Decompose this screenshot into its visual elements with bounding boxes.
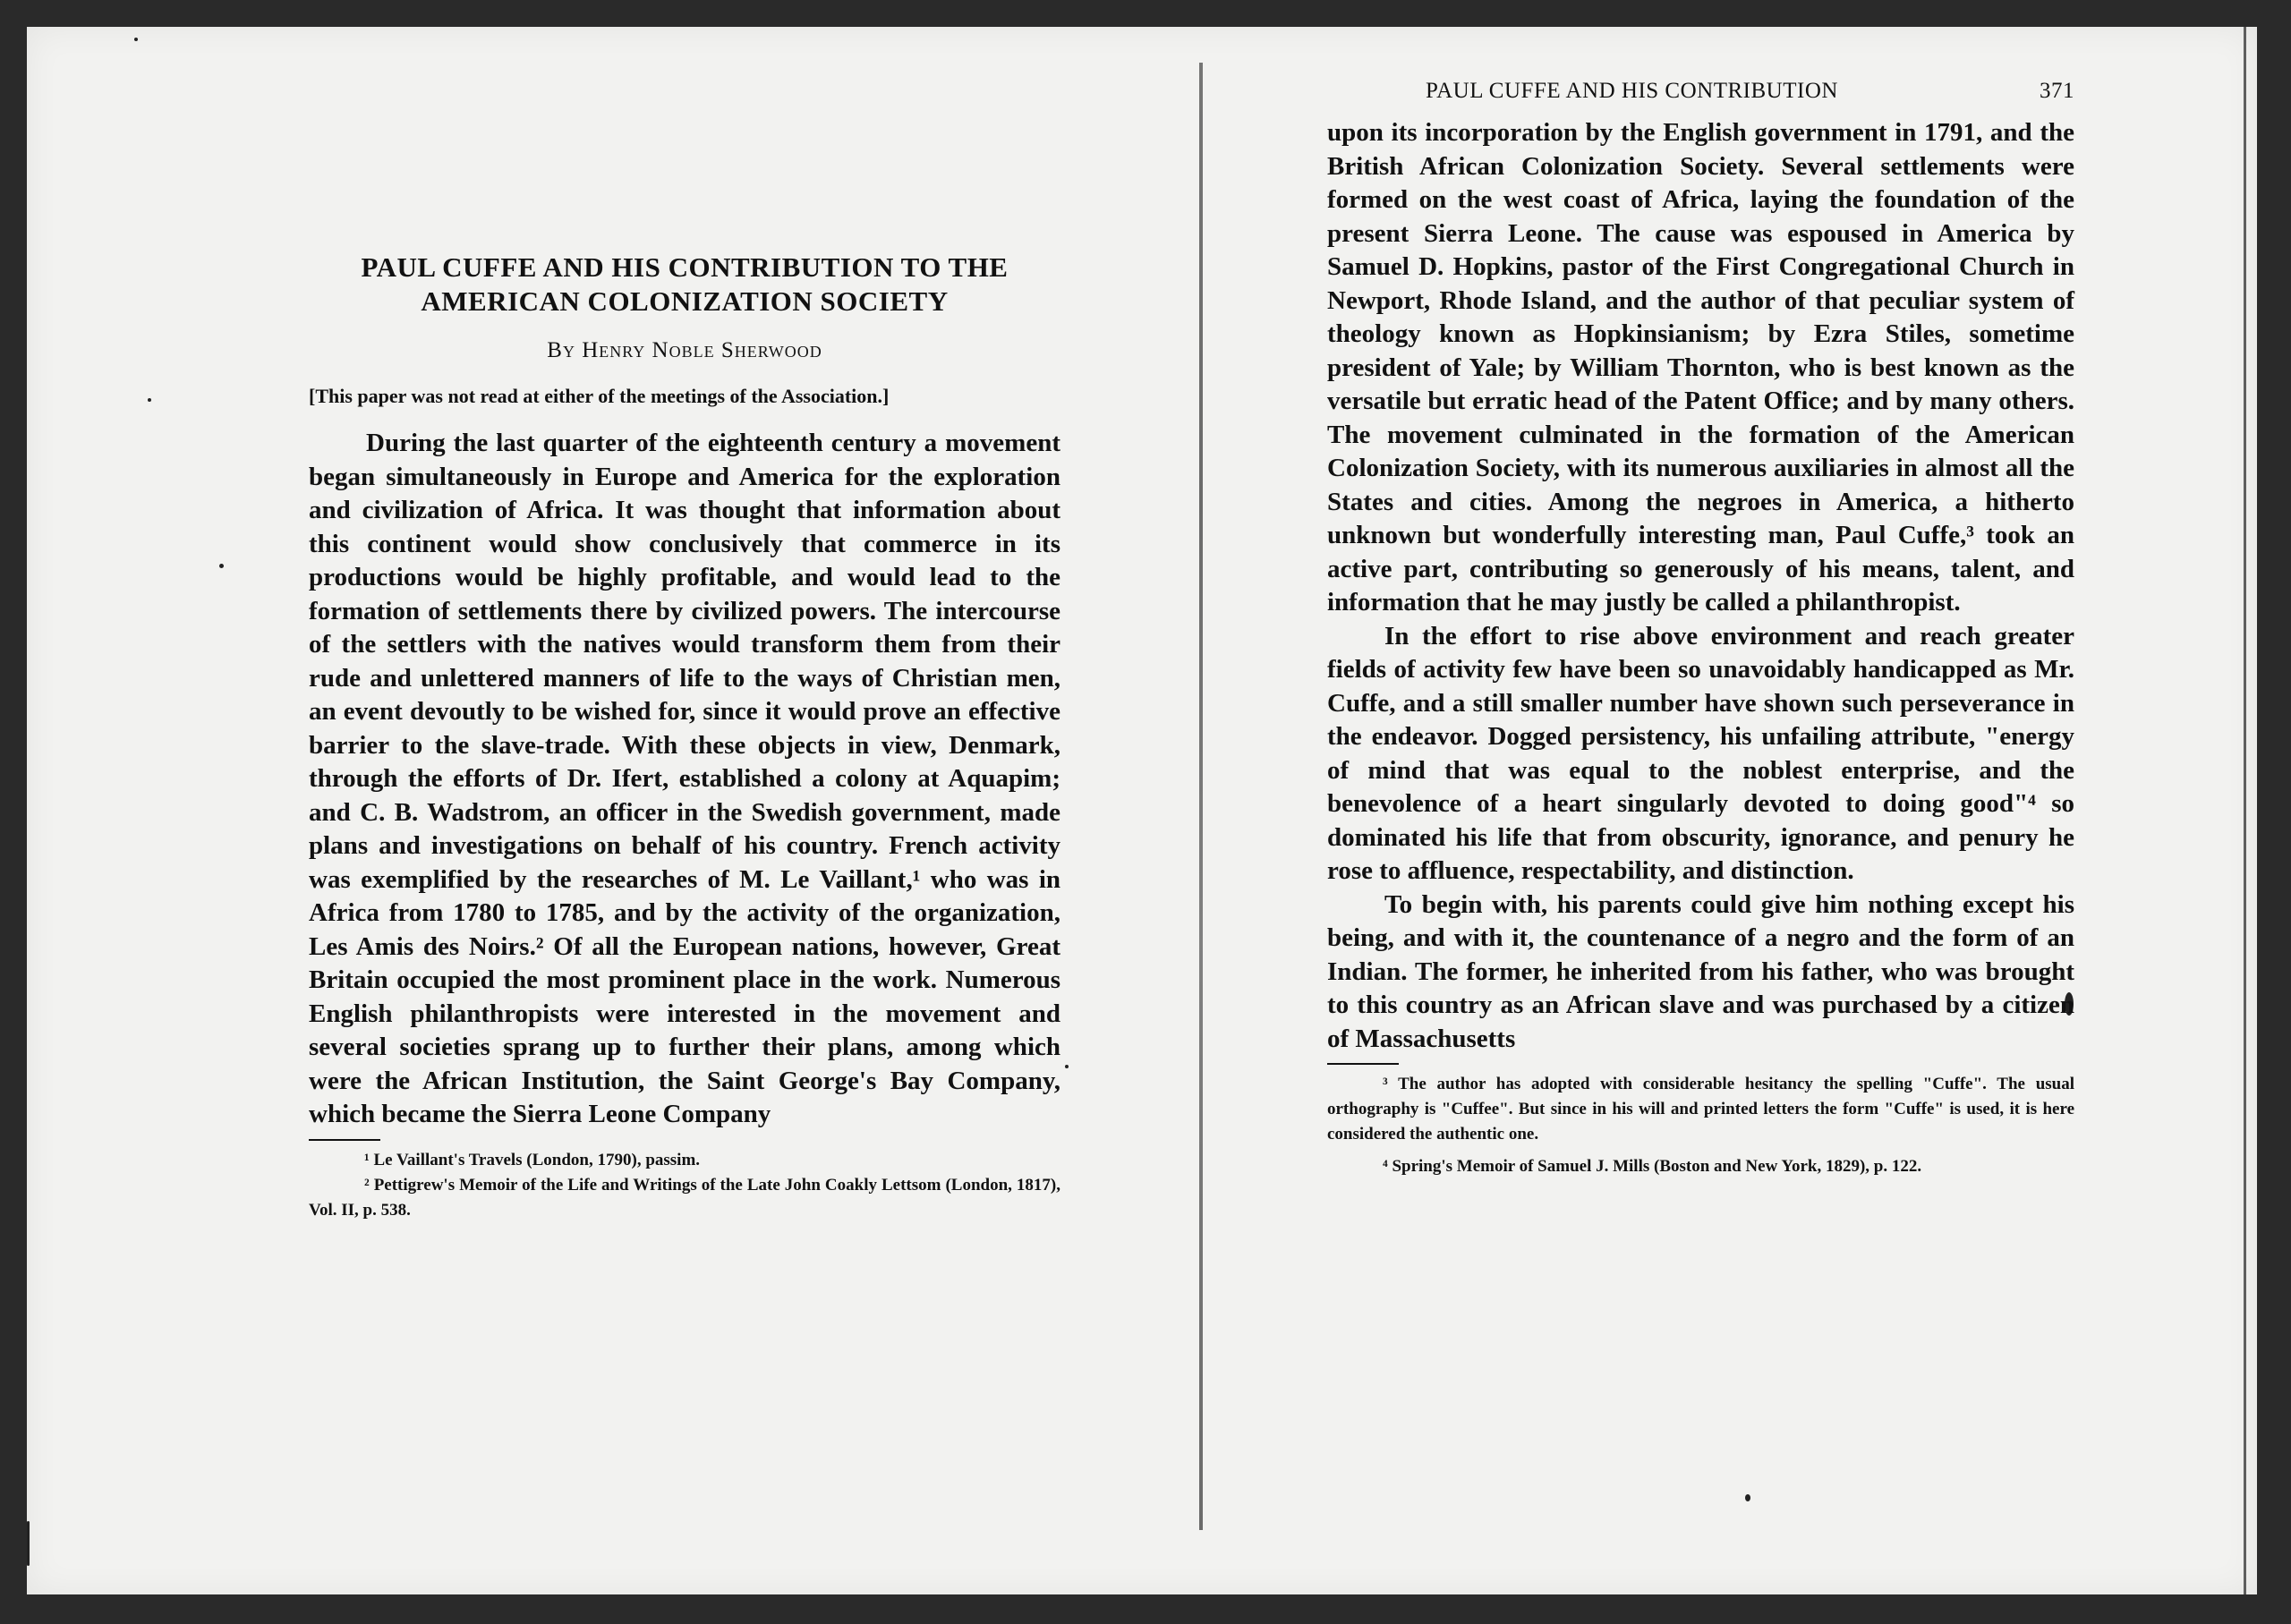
left-paragraph-1: During the last quarter of the eighteenth century a movement began simultaneously in Europe and America for the exploration and civilization of Africa. It was thought that information about this continent would show conclusively that commerce in its productions would be highly profitable, and would lead to the formation of settlements there by civilized powers. The intercourse of the settlers with the natives would transform them from their rude and unlettered manners of life to the ways of Christian men, an event devoutly to be wished for, since it would prove an effective barrier to the slave-trade. With these objects in view, Denmark, through the efforts of Dr. Ifert, established a colony at Aquapim; and C. B. Wadstrom, an officer in the Swedish government, made plans and investigations on behalf of his country. French activity was exemplified by the researches of M. Le Vaillant,¹ who was in Africa from 1780 to 1785, and by the activity of the organization, Les Amis des Noirs.² Of all the European nations, however, Great Britain occupied the most prominent place in the work. Numerous English philanthropists were interested in the movement and several societies sprang up to further their plans, among which were the African Institution, the Saint George's Bay Company, which became the Sierra Leone Company: [309, 429, 1060, 1128]
footnote-4: ⁴ Spring's Memoir of Samuel J. Mills (Boston and New York, 1829), p. 122.: [1383, 1157, 1922, 1176]
title-line-1: PAUL CUFFE AND HIS CONTRIBUTION TO THE: [361, 251, 1009, 283]
scan-speck: [1745, 1494, 1750, 1501]
right-paragraph-3: To begin with, his parents could give him nothing except his being, and with it, the countenance of a negro and the form of an Indian. The former, he inherited from his father, who was brought to this country as an African slave and was purchased by a citizen of Massachusetts: [1327, 889, 2074, 1053]
left-page: [309, 251, 1060, 1223]
footnote-rule: [309, 1139, 380, 1141]
scan-speck: [134, 38, 138, 41]
editor-note: [This paper was not read at either of the meetings of the Association.]: [309, 385, 890, 407]
running-head-title: PAUL CUFFE AND HIS CONTRIBUTION: [1426, 79, 1838, 103]
right-page: [1327, 79, 2074, 1179]
byline: By Henry Noble Sherwood: [547, 338, 822, 362]
footnote-rule: [1327, 1063, 1399, 1065]
page-gutter: [1199, 63, 1203, 1530]
scanned-spread: [27, 27, 2257, 1594]
footnote-2: ² Pettigrew's Memoir of the Life and Writings of the Late John Coakly Lettsom (London, 1817), Vol. II, p. 538.: [309, 1175, 1060, 1220]
right-paragraph-1: upon its incorporation by the English government in 1791, and the British African Colonization Society. Several settlements were formed on the west coast of Africa, laying the foundation of the present Sierra Leone. The cause was espoused in America by Samuel D. Hopkins, pastor of the First Congregational Church in Newport, Rhode Island, and the author of that peculiar system of theology known as Hopkinsianism; by Ezra Stiles, sometime president of Yale; by William Thornton, who is best known as the versatile but erratic head of the Patent Office; and by many others. The movement culminated in the formation of the American Colonization Society, with its numerous auxiliaries in almost all the States and cities. Among the negroes in America, a hitherto unknown but wonderfully interesting man, Paul Cuffe,³ took an active part, contributing so generously of his means, talent, and information that he may justly be called a philanthropist.: [1327, 118, 2074, 616]
page-number: 371: [2040, 79, 2074, 103]
scan-speck: [219, 564, 224, 568]
scan-speck: [27, 1521, 30, 1566]
article-title: [309, 251, 1060, 319]
footnote-1: ¹ Le Vaillant's Travels (London, 1790), passim.: [364, 1150, 701, 1169]
running-head: [1327, 79, 2074, 104]
scan-speck: [1065, 1065, 1069, 1068]
title-line-2: AMERICAN COLONIZATION SOCIETY: [421, 285, 949, 317]
scan-speck: [148, 398, 151, 402]
right-paragraph-2: In the effort to rise above environment and reach greater fields of activity few have been so unavoidably handicapped as Mr. Cuffe, and a still smaller number have shown such perseverance in the endeavor. Dogged persistency, his unfailing attribute, "energy of mind that was equal to the noblest enterprise, and the benevolence of a heart singularly devoted to doing good"⁴ so dominated his life that from obscurity, ignorance, and penury he rose to affluence, respectability, and distinction.: [1327, 621, 2074, 885]
footnote-3: ³ The author has adopted with considerable hesitancy the spelling "Cuffe". The usual orthography is "Cuffee". But since in his will and printed letters the form "Cuffe" is used, it is here considered the authentic one.: [1327, 1075, 2074, 1144]
scan-edge: [2244, 27, 2246, 1594]
